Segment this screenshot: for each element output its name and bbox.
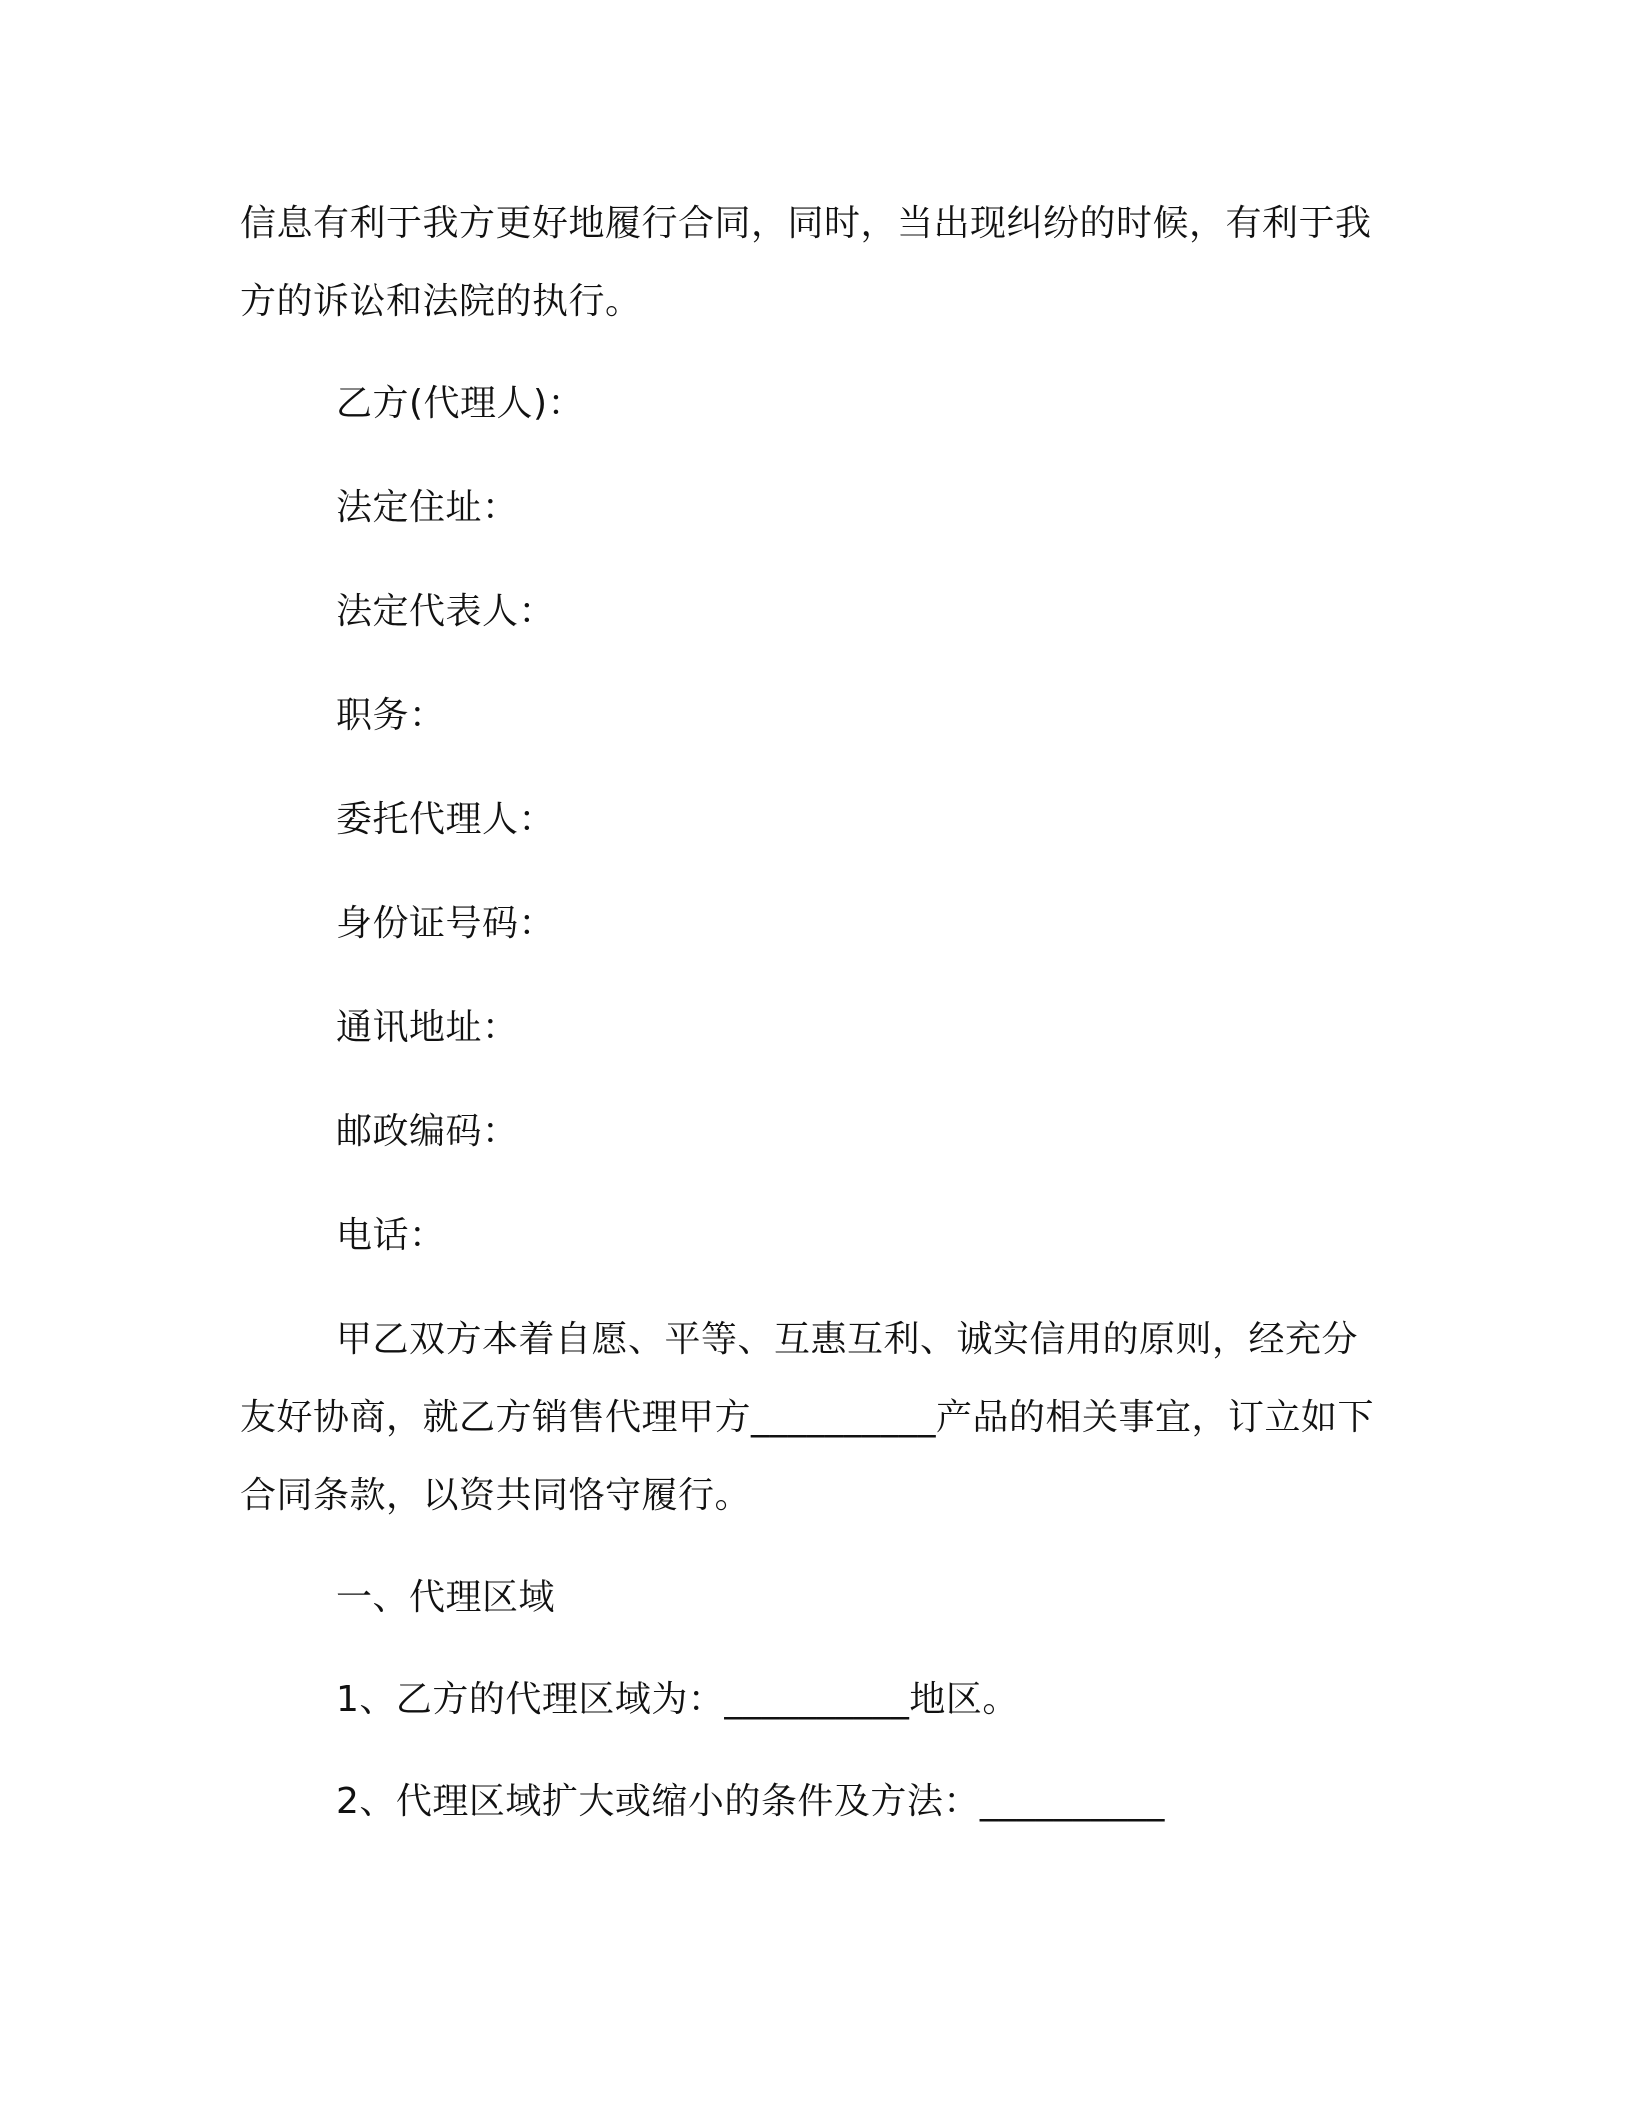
legal-representative-label: 法定代表人：: [336, 591, 556, 632]
postal-code-label: 邮政编码：: [336, 1111, 519, 1152]
document-body: [240, 185, 1390, 1841]
legal-address-label: 法定住址：: [336, 487, 519, 528]
mailing-address-label: 通讯地址：: [336, 1007, 519, 1048]
agreement-paragraph: 甲乙双方本着自愿、平等、互惠互利、诚实信用的原则，经充分友好协商，就乙方销售代理甲方__________产品的相关事宜，订立如下合同条款，以资共同恪守履行。: [240, 1319, 1375, 1516]
position-label: 职务：: [336, 695, 446, 736]
intro-paragraph: 信息有利于我方更好地履行合同，同时，当出现纠纷的时候，有利于我方的诉讼和法院的执行。: [240, 203, 1372, 322]
clause-item-1: 1、乙方的代理区域为：__________地区。: [336, 1679, 1019, 1720]
party-b-label: 乙方(代理人)：: [336, 383, 585, 424]
section-title: 一、代理区域: [336, 1577, 556, 1618]
party-b-fields: [240, 365, 1390, 1275]
clause-item-2: 2、代理区域扩大或缩小的条件及方法：__________: [336, 1781, 1165, 1822]
phone-label: 电话：: [336, 1215, 446, 1256]
id-number-label: 身份证号码：: [336, 903, 556, 944]
authorized-agent-label: 委托代理人：: [336, 799, 556, 840]
